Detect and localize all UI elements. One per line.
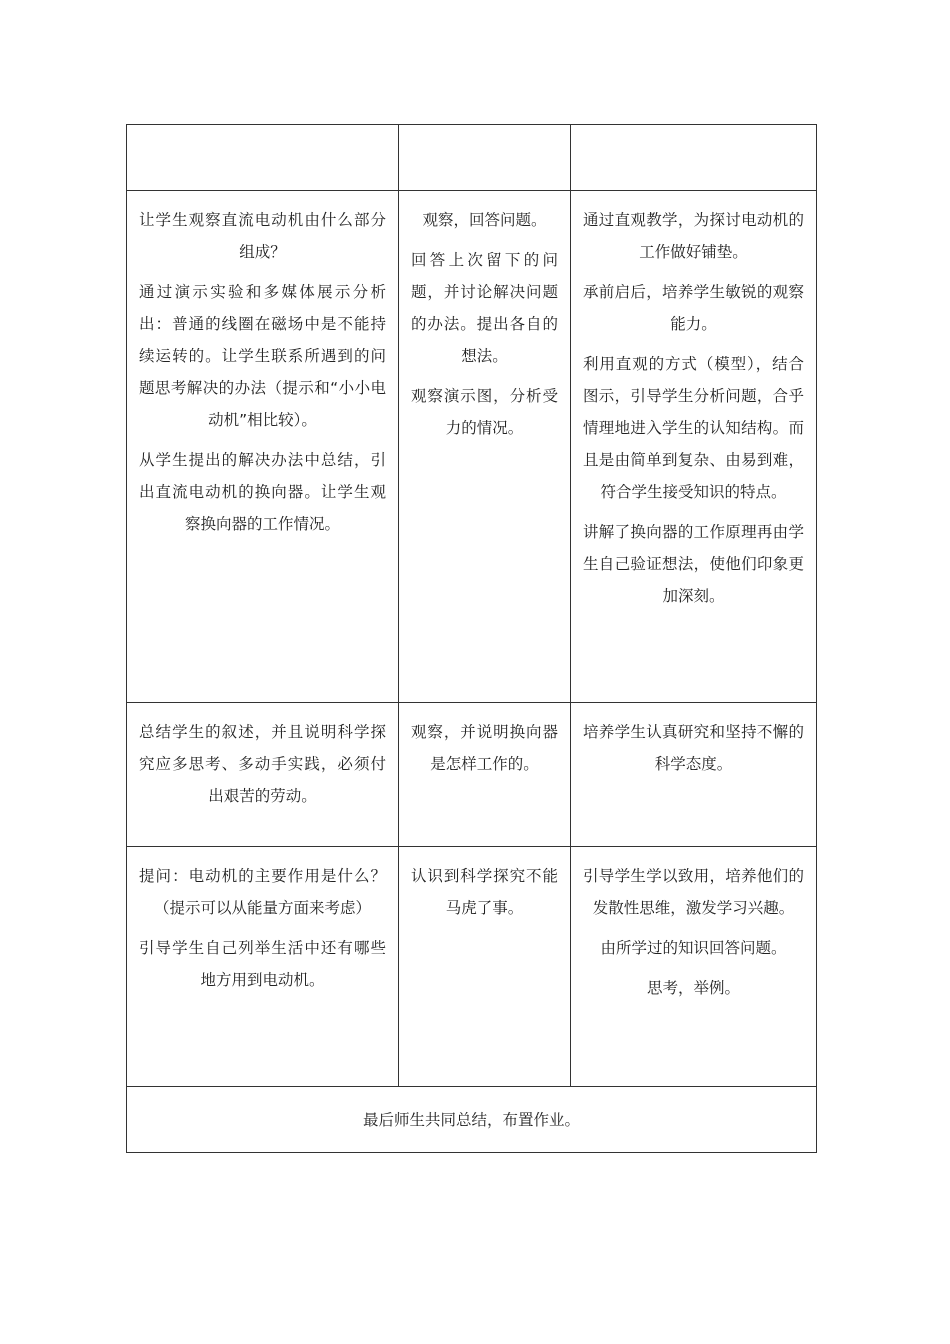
- cell-teacher-activity: [127, 125, 399, 191]
- lesson-plan-table: [126, 124, 817, 1153]
- cell-paragraph: 认识到科学探究不能马虎了事。: [411, 867, 558, 917]
- cell-teacher-activity: [127, 847, 399, 1087]
- cell-summary: [127, 1087, 817, 1153]
- cell-design-intent: [571, 847, 817, 1087]
- cell-student-activity: [399, 703, 571, 847]
- cell-paragraph: 从学生提出的解决办法中总结，引出直流电动机的换向器。让学生观察换向器的工作情况。: [139, 451, 386, 533]
- cell-design-intent: [571, 703, 817, 847]
- summary-text: 最后师生共同总结，布置作业。: [362, 1110, 580, 1129]
- table-row: [127, 847, 817, 1087]
- cell-paragraph: 利用直观的方式（模型），结合图示，引导学生分析问题，合乎情理地进入学生的认知结构。而且是由简单到复杂、由易到难，符合学生接受知识的特点。: [583, 355, 804, 501]
- cell-paragraph: 观察，并说明换向器是怎样工作的。: [411, 723, 558, 773]
- cell-paragraph: 讲解了换向器的工作原理再由学生自己验证想法，使他们印象更加深刻。: [583, 523, 804, 605]
- table-body: [127, 125, 817, 1153]
- table-row-header: [127, 125, 817, 191]
- cell-teacher-activity: [127, 703, 399, 847]
- cell-teacher-activity: [127, 191, 399, 703]
- table-row: [127, 703, 817, 847]
- table-row: [127, 191, 817, 703]
- cell-paragraph: 承前启后，培养学生敏锐的观察能力。: [583, 283, 804, 333]
- cell-paragraph: 观察，回答问题。: [422, 211, 547, 229]
- cell-paragraph: 思考，举例。: [646, 979, 740, 997]
- cell-design-intent: [571, 125, 817, 191]
- cell-paragraph: 通过直观教学，为探讨电动机的工作做好铺垫。: [583, 211, 804, 261]
- cell-paragraph: 培养学生认真研究和坚持不懈的科学态度。: [583, 723, 804, 773]
- cell-paragraph: 观察演示图，分析受力的情况。: [411, 387, 558, 437]
- cell-student-activity: [399, 125, 571, 191]
- cell-paragraph: 让学生观察直流电动机由什么部分组成？: [139, 211, 386, 261]
- cell-paragraph: 由所学过的知识回答问题。: [600, 939, 787, 957]
- cell-student-activity: [399, 847, 571, 1087]
- cell-paragraph: 提问：电动机的主要作用是什么？（提示可以从能量方面来考虑）: [139, 867, 386, 917]
- cell-design-intent: [571, 191, 817, 703]
- cell-paragraph: 通过演示实验和多媒体展示分析出：普通的线圈在磁场中是不能持续运转的。让学生联系所遇到的问题思考解决的办法（提示和“小小电动机”相比较）。: [139, 283, 386, 429]
- cell-paragraph: 引导学生学以致用，培养他们的发散性思维，激发学习兴趣。: [583, 867, 804, 917]
- cell-student-activity: [399, 191, 571, 703]
- cell-paragraph: 引导学生自己列举生活中还有哪些地方用到电动机。: [139, 939, 386, 989]
- table-row-footer: [127, 1087, 817, 1153]
- cell-paragraph: 总结学生的叙述，并且说明科学探究应多思考、多动手实践，必须付出艰苦的劳动。: [139, 723, 386, 805]
- cell-paragraph: 回答上次留下的问题，并讨论解决问题的办法。提出各自的想法。: [411, 251, 558, 365]
